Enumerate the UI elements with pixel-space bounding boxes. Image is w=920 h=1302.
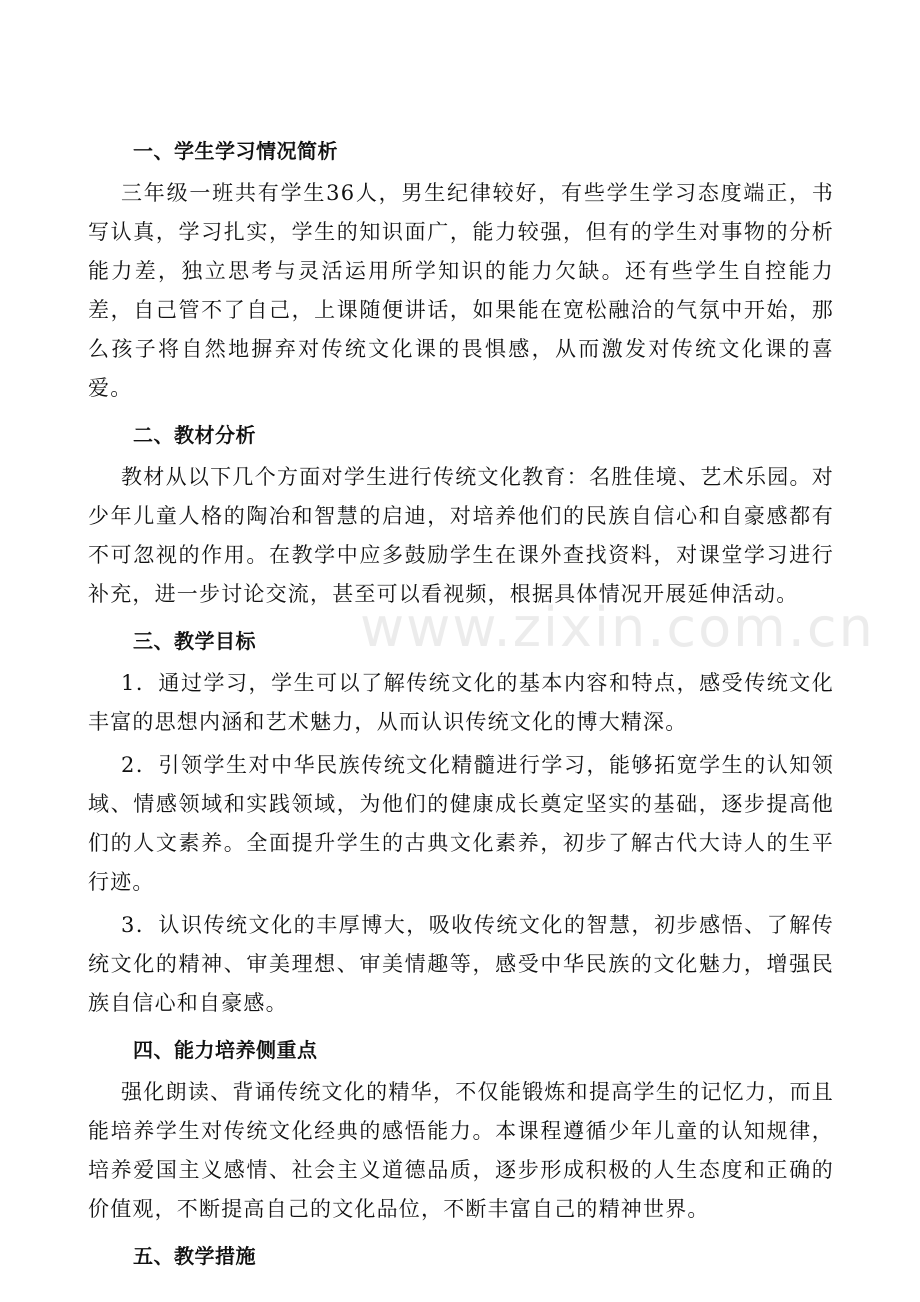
paragraph: 强化朗读、背诵传统文化的精华，不仅能锻炼和提高学生的记忆力，而且能培养学生对传统文化经典的感悟能力。本课程遵循少年儿童的认知规律，培养爱国主义感情、社会主义道德品质，逐步形成积极的人生态度和正确的价值观，不断提高自己的文化品位，不断丰富自己的精神世界。 bbox=[88, 1080, 834, 1221]
paragraph: 三年级一班共有学生36人，男生纪律较好，有些学生学习态度端正，书写认真，学习扎实，学生的知识面广，能力较强，但有的学生对事物的分析能力差，独立思考与灵活运用所学知识的能力欠缺。还有些学生自控能力差，自己管不了自己，上课随便讲话，如果能在宽松融洽的气氛中开始，那么孩子将自然地摒弃对传统文化课的畏惧感，从而激发对传统文化课的喜爱。 bbox=[88, 181, 834, 400]
watermark: www.zixin.com.cn bbox=[360, 596, 875, 659]
section-heading: 二、教材分析 bbox=[133, 423, 256, 447]
goal-item: 1．通过学习，学生可以了解传统文化的基本内容和特点，感受传统文化丰富的思想内涵和艺术魅力，从而认识传统文化的博大精深。 bbox=[88, 671, 834, 734]
section-heading: 一、学生学习情况简析 bbox=[133, 139, 338, 163]
section-heading: 五、教学措施 bbox=[133, 1244, 256, 1268]
section-heading: 四、能力培养侧重点 bbox=[133, 1038, 318, 1062]
section-teaching-goals bbox=[88, 618, 834, 1023]
section-student-analysis bbox=[88, 128, 834, 408]
section-textbook-analysis bbox=[88, 412, 834, 614]
document-page bbox=[88, 128, 834, 1279]
section-teaching-measures bbox=[88, 1233, 834, 1279]
paragraph: 教材从以下几个方面对学生进行传统文化教育：名胜佳境、艺术乐园。对少年儿童人格的陶冶和智慧的启迪，对培养他们的民族自信心和自豪感都有不可忽视的作用。在教学中应多鼓励学生在课外查找资料，对课堂学习进行补充，进一步讨论交流，甚至可以看视频，根据具体情况开展延伸活动。 bbox=[88, 465, 834, 606]
goal-item: 3．认识传统文化的丰厚博大，吸收传统文化的智慧，初步感悟、了解传统文化的精神、审美理想、审美情趣等，感受中华民族的文化魅力，增强民族自信心和自豪感。 bbox=[88, 913, 834, 1015]
section-heading: 三、教学目标 bbox=[133, 629, 256, 653]
section-ability-focus bbox=[88, 1027, 834, 1229]
goal-item: 2．引领学生对中华民族传统文化精髓进行学习，能够拓宽学生的认知领域、情感领域和实践领域，为他们的健康成长奠定坚实的基础，逐步提高他们的人文素养。全面提升学生的古典文化素养，初步了解古代大诗人的生平行迹。 bbox=[88, 753, 834, 894]
